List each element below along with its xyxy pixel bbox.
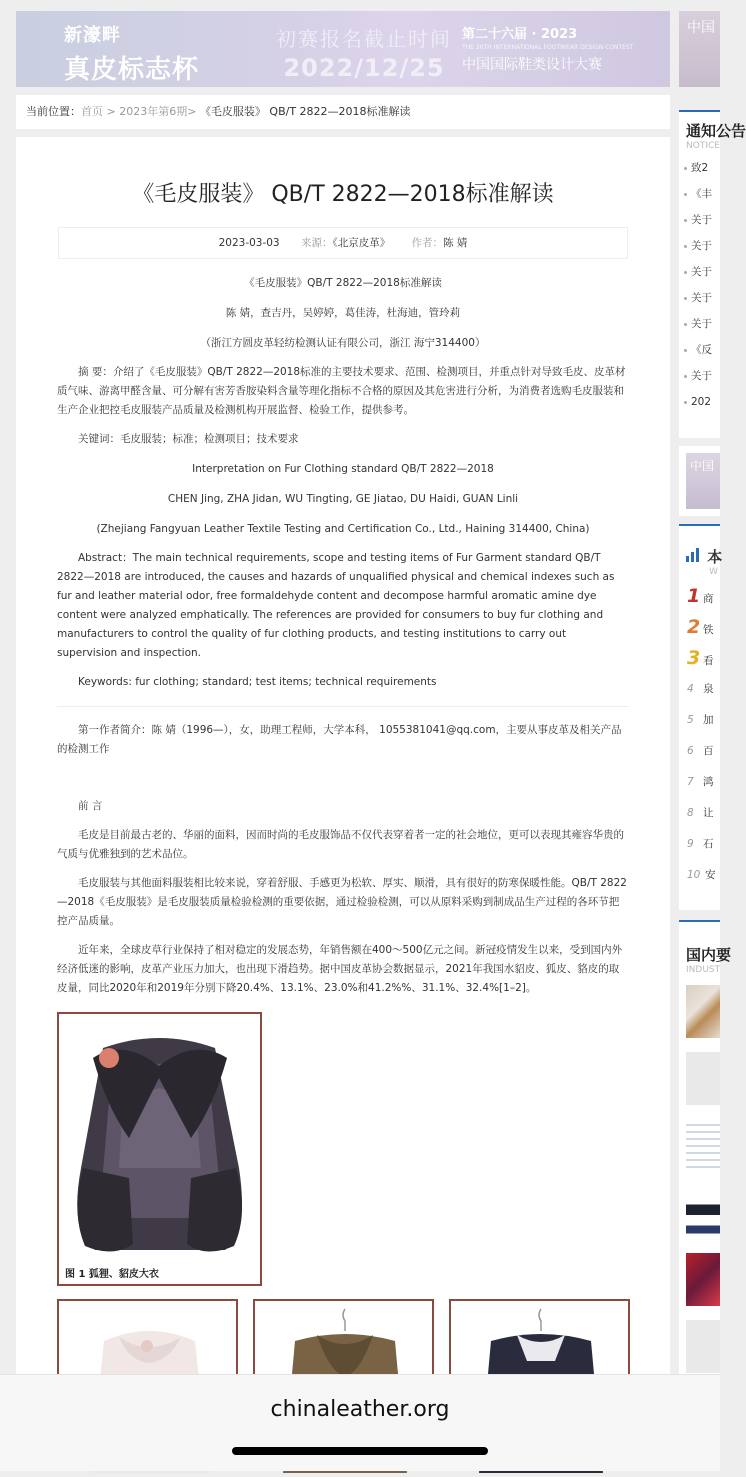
rank-number: 6 — [687, 745, 694, 757]
figure-1[interactable] — [57, 1012, 262, 1286]
chart-bars-icon — [686, 548, 702, 562]
banner-deadline-label: 初赛报名截止时间 — [276, 27, 452, 51]
source-label: 来源： — [300, 237, 333, 249]
rank-title: 石 — [703, 838, 714, 850]
rank-title: 泉 — [703, 683, 714, 695]
notice-item[interactable]: 关于 — [679, 311, 720, 337]
rank-number: 9 — [687, 838, 694, 850]
en-authors: CHEN Jing, ZHA Jidan, WU Tingting, GE Jiatao, DU Haidi, GUAN Linli — [167, 493, 519, 505]
divider — [57, 706, 629, 707]
sidebar-expo-panel — [679, 920, 732, 1374]
notice-item[interactable]: 关于 — [679, 363, 720, 389]
ranking-item[interactable] — [679, 829, 720, 860]
notice-item[interactable]: 《丰 — [679, 181, 720, 207]
news-thumbnail[interactable] — [686, 1052, 720, 1105]
ranking-item[interactable] — [679, 612, 720, 643]
news-thumbnail[interactable] — [686, 1320, 720, 1373]
notice-item[interactable]: 关于 — [679, 259, 720, 285]
panel-accent — [679, 920, 720, 922]
rank-title: 商 — [703, 593, 714, 605]
rank-number: 10 — [687, 869, 701, 881]
paragraph: 毛皮服装与其他面料服装相比较来说，穿着舒服、手感更为松软、厚实、顺滑，具有很好的防寒保暖性能。QB/T 2822—2018《毛皮服装》是毛皮服装质量检验检测的重要依据，通过检验检测，可以从原料采购到制成品生产过程的各环节把控产品质量。 — [57, 877, 627, 927]
section-heading: 前 言 — [78, 800, 103, 812]
notice-item[interactable]: 关于 — [679, 233, 720, 259]
banner-contest-en: THE 26TH INTERNATIONAL FOOTWEAR DESIGN CONTEST — [462, 44, 634, 51]
article-body — [57, 274, 629, 998]
abstract-cn: 摘 要：介绍了《毛皮服装》QB/T 2822—2018标准的主要技术要求、范围、检测项目，并重点针对导致毛皮、皮革材质气味、游离甲醛含量、可分解有害芳香胺染料含量等理化指标不合格的原因及其危害进行分析，为消费者选购毛皮服装和生产企业把控毛皮服装产品质量及检测机构开展监督、检验工作，提供参考。 — [57, 366, 626, 416]
banner-brand: 新濠畔 — [64, 25, 121, 46]
banner-left-text — [64, 21, 199, 86]
cn-authors: 陈 婧，查吉丹，吴婷婷，葛佳涛，杜海迪，管玲莉 — [225, 307, 461, 319]
ranking-item[interactable] — [679, 736, 720, 767]
notice-title: 通知公告 — [686, 122, 746, 140]
breadcrumb-separator: > — [187, 105, 200, 118]
publish-date: 2023-03-03 — [218, 237, 280, 249]
article-container — [16, 137, 670, 1471]
notice-item[interactable]: 关于 — [679, 285, 720, 311]
rank-title: 百 — [703, 745, 714, 757]
side-banner-text: 中国 — [687, 20, 715, 36]
rank-title: 铁 — [703, 624, 714, 636]
url-text[interactable]: chinaleather.org — [270, 1397, 450, 1422]
news-thumbnail[interactable] — [686, 1253, 720, 1306]
ranking-item[interactable] — [679, 798, 720, 829]
page-title: 《毛皮服装》 QB/T 2822—2018标准解读 — [132, 182, 554, 207]
paragraph: 近年来，全球皮草行业保持了相对稳定的发展态势，年销售额在400～500亿元之间。新冠疫情发生以来，受到国内外经济低迷的影响，皮革产业压力加大，也出现下滑趋势。据中国皮革协会数据显示，2021年我国水貂皮、狐皮、貉皮的取皮量，同比2020年和2019年分别下降20.4%、13.1%、23.0%和41.2%%、31.1%、32.4%[1–2]。 — [57, 944, 623, 994]
banner-deadline-date: 2022/12/25 — [283, 54, 445, 82]
notice-item[interactable]: 《反 — [679, 337, 720, 363]
cn-affiliation: （浙江方圆皮革轻纺检测认证有限公司，浙江 海宁314400） — [200, 337, 486, 349]
rank-number: 5 — [687, 714, 694, 726]
sidebar-banner-text: 中国 — [690, 459, 715, 473]
breadcrumb-home-link[interactable]: 首页 — [81, 105, 103, 118]
ranking-item[interactable] — [679, 581, 720, 612]
sidebar-notice-panel — [679, 110, 746, 438]
expo-title: 国内要 — [686, 946, 732, 964]
cn-title: 《毛皮服装》QB/T 2822—2018标准解读 — [244, 277, 442, 289]
panel-accent — [679, 524, 720, 526]
fur-coat-image — [63, 1018, 256, 1258]
rank-title: 鸿 — [703, 776, 714, 788]
keywords-en: Keywords: fur clothing; standard; test items; technical requirements — [78, 676, 437, 688]
source-value: 《北京皮革》 — [332, 237, 391, 249]
banner-cup-name: 真皮标志杯 — [64, 55, 200, 85]
rank-title: 让 — [703, 807, 714, 819]
news-thumbnail[interactable] — [686, 1119, 720, 1172]
rank-number: 2 — [687, 616, 701, 638]
banner-contest-edition: 第二十六届 · 2023 — [462, 27, 578, 42]
side-banner-ad[interactable] — [679, 11, 720, 87]
en-affiliation: (Zhejiang Fangyuan Leather Textile Testing and Certification Co., Ltd., Haining 314400, China) — [96, 523, 590, 535]
author-label: 作者： — [411, 237, 444, 249]
abstract-en: Abstract：The main technical requirements, scope and testing items of Fur Garment standard QB/T 2822—2018 are introduced, the causes and hazards of unqualified physical and chemical indexes such as fur and leather material odor, free formaldehyde content and decompose harmful aromatic amine dye content were analyzed emphatically. The references are provided for consumers to buy fur clothing and manufacturers to control the quality of fur clothing products, and testing institutions to carry out supervision and inspection. — [57, 552, 615, 659]
sidebar-banner-ad[interactable] — [686, 453, 720, 509]
banner-deadline — [276, 23, 452, 82]
ranking-item[interactable] — [679, 705, 720, 736]
banner-contest — [462, 23, 633, 74]
news-thumbnail[interactable] — [686, 985, 720, 1038]
rank-title: 加 — [703, 714, 714, 726]
rank-title: 安 — [705, 869, 716, 881]
ranking-list — [679, 581, 720, 891]
breadcrumb — [16, 95, 670, 129]
ranking-item[interactable] — [679, 643, 720, 674]
ranking-item[interactable] — [679, 767, 720, 798]
ranking-item[interactable] — [679, 674, 720, 705]
author-bio: 第一作者简介：陈 婧（1996—），女，助理工程师，大学本科， 1055381041@qq.com，主要从事皮革及相关产品的检测工作 — [57, 724, 622, 755]
rank-title: 看 — [703, 655, 714, 667]
panel-accent — [679, 110, 720, 112]
rank-number: 8 — [687, 807, 694, 819]
ranking-header — [679, 546, 723, 567]
keywords-cn: 关键词：毛皮服装；标准；检测项目；技术要求 — [78, 433, 299, 445]
news-thumbnail[interactable] — [686, 1186, 720, 1239]
rank-number: 7 — [687, 776, 694, 788]
notice-item[interactable]: 关于 — [679, 207, 720, 233]
ranking-title: 本 — [707, 548, 723, 566]
top-banner-ad[interactable] — [16, 11, 670, 87]
breadcrumb-separator: > — [103, 105, 120, 118]
sidebar-banner-panel — [679, 446, 720, 516]
browser-address-bar[interactable] — [0, 1374, 720, 1471]
ranking-item[interactable] — [679, 860, 720, 891]
ranking-subtitle: W — [709, 567, 718, 577]
author-value: 陈 婧 — [443, 237, 468, 249]
paragraph: 毛皮是目前最古老的、华丽的面料，因而时尚的毛皮服饰品不仅代表穿着者一定的社会地位，更可以表现其雍容华贵的气质与优雅独到的艺术品位。 — [57, 829, 624, 860]
expo-subtitle: INDUST — [686, 965, 721, 975]
article-meta — [58, 227, 628, 259]
en-title: Interpretation on Fur Clothing standard QB/T 2822—2018 — [192, 463, 494, 475]
breadcrumb-label: 当前位置： — [26, 105, 81, 118]
rank-number: 4 — [687, 683, 694, 695]
notice-item[interactable]: 202 — [679, 389, 720, 415]
sidebar-ranking-panel — [679, 524, 723, 910]
rank-number: 1 — [687, 585, 701, 607]
notice-list — [679, 155, 720, 415]
breadcrumb-current: 《毛皮服装》 QB/T 2822—2018标准解读 — [199, 105, 411, 118]
notice-subtitle: NOTICE — [686, 141, 720, 151]
notice-item[interactable]: 致2 — [679, 155, 720, 181]
rank-number: 3 — [687, 647, 701, 669]
breadcrumb-issue-link[interactable]: 2023年第6期 — [119, 105, 188, 118]
home-indicator[interactable] — [232, 1447, 488, 1455]
banner-contest-name: 中国国际鞋类设计大赛 — [462, 57, 602, 73]
figure-caption: 图 1 狐狸、貂皮大衣 — [65, 1269, 159, 1280]
